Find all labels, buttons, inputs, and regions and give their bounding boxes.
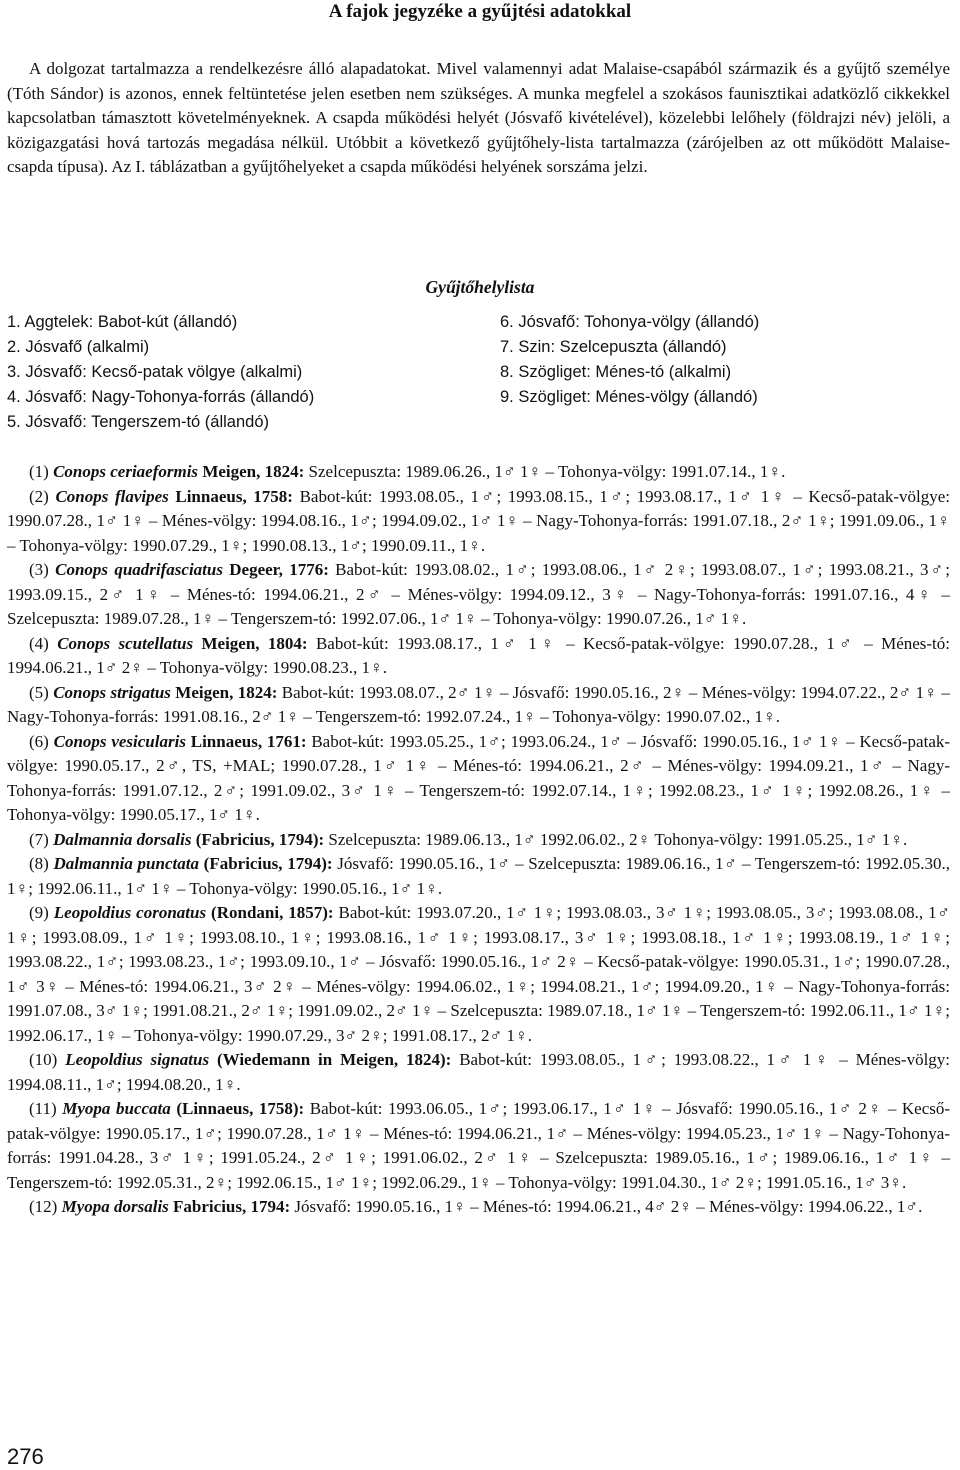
page-number: 276 bbox=[7, 1444, 44, 1469]
species-author: Meigen, 1804: bbox=[201, 633, 308, 653]
species-entry: (3) Conops quadrifasciatus Degeer, 1776: Babot-kút: 1993.08.02., 1♂; 1993.08.06., 1♂ 2♀; 1993.08.07., 1♂; 1993.08.21., 3♂; 1993.09.15., 2♂ 1♀ – Ménes-tó: 1994.06.21., 2♂ – Ménes-völgy: 1994.09.12., 3♀ – Nagy-Tohonya-forrás: 1991.07.16., 4♀ – Szelcepuszta: 1989.07.28., 1♀ – Tengerszem-tó: 1992.07.06., 1♂ 1♀ – Tohonya-völgy: 1990.07.26., 1♂ 1♀. bbox=[7, 560, 951, 628]
species-author: (Rondani, 1857): bbox=[211, 903, 334, 922]
species-records: Babot-kút: 1993.07.20., 1♂ 1♀; 1993.08.03., 3♂ 1♀; 1993.08.05., 3♂; 1993.08.08., 1♂ 1♀; 1993.08.09., 1♂ 1♀; 1993.08.10., 1♀; 1993.08.16., 1♂ 1♀; 1993.08.17., 3♂ 1♀; 1993.08.18., 1♂ 1♀; 1993.08.19., 1♂ 1♀; 1993.08.22., 1♂; 1993.08.23., 1♂; 1993.09.10., 1♂ – Jósvafő: 1990.05.16., 1♂ 2♀ – Kecső-patak-völgye: 1990.05.31., 1♂; 1990.07.28., 1♂ 3♀ – Ménes-tó: 1994.06.21., 3♂ 2♀ – Ménes-völgy: 1994.06.02., 1♀; 1994.08.21., 1♂; 1994.09.20., 1♀ – Nagy-Tohonya-forrás: 1991.07.08., 3♂ 1♀; 1991.08.21., 2♂ 1♀; 1991.09.02., 2♂ 1♀ – Szelcepuszta: 1989.07.18., 1♂ 1♀ – Tengerszem-tó: 1992.06.11., 1♂ 1♀; 1992.06.17., 1♀ – Tohonya-völgy: 1990.07.29., 3♂ 2♀; 1991.08.17., 2♂ 1♀. bbox=[7, 903, 951, 1045]
sites-heading: Gyűjtőhelylista bbox=[425, 277, 535, 297]
species-name: Conops vesicularis bbox=[53, 731, 186, 751]
species-entry: (1) Conops ceriaeformis Meigen, 1824: Szelcepuszta: 1989.06.26., 1♂ 1♀ – Tohonya-völgy: 1991.07.14., 1♀. bbox=[29, 462, 786, 481]
species-author: (Fabricius, 1794): bbox=[195, 829, 325, 849]
species-entry: (8) Dalmannia punctata (Fabricius, 1794): Jósvafő: 1990.05.16., 1♂ – Szelcepuszta: 1989.06.16., 1♂ – Tengerszem-tó: 1992.05.30., 1♀; 1992.06.11., 1♂ 1♀ – Tohonya-völgy: 1990.05.16., 1♂ 1♀. bbox=[7, 854, 950, 898]
site-item: 7. Szin: Szelcepuszta (állandó) bbox=[500, 338, 727, 356]
species-name: Myopa dorsalis bbox=[61, 1197, 169, 1216]
species-author: Linnaeus, 1761: bbox=[190, 731, 307, 751]
site-item: 6. Jósvafő: Tohonya-völgy (állandó) bbox=[500, 313, 760, 331]
species-records: Szelcepuszta: 1989.06.13., 1♂ 1992.06.02., 2♀ Tohonya-völgy: 1991.05.25., 1♂ 1♀. bbox=[328, 829, 908, 849]
species-entry: (4) Conops scutellatus Meigen, 1804: Babot-kút: 1993.08.17., 1♂ 1♀ – Kecső-patak-völgye: 1990.07.28., 1♂ – Ménes-tó: 1994.06.21., 1♂ 2♀ – Tohonya-völgy: 1990.08.23., 1♀. bbox=[7, 633, 951, 677]
species-records: Szelcepuszta: 1989.06.26., 1♂ 1♀ – Tohonya-völgy: 1991.07.14., 1♀. bbox=[308, 462, 786, 481]
species-author: Meigen, 1824: bbox=[202, 462, 305, 481]
species-entry: (10) Leopoldius signatus (Wiedemann in Meigen, 1824): Babot-kút: 1993.08.05., 1♂; 1993.08.22., 1♂ 1♀ – Ménes-völgy: 1994.08.11., 1♂; 1994.08.20., 1♀. bbox=[7, 1050, 951, 1094]
species-records: Babot-kút: 1993.08.05., 1♂; 1993.08.22., 1♂ 1♀ – Ménes-völgy: 1994.08.11., 1♂; 1994.08.20., 1♀. bbox=[7, 1050, 951, 1094]
species-list bbox=[7, 460, 950, 1220]
page-title: A fajok jegyzéke a gyűjtési adatokkal bbox=[328, 1, 632, 22]
species-records: Jósvafő: 1990.05.16., 1♀ – Ménes-tó: 1994.06.21., 4♂ 2♀ – Ménes-völgy: 1994.06.22., 1♂. bbox=[294, 1197, 923, 1216]
species-author: (Linnaeus, 1758): bbox=[176, 1099, 305, 1118]
species-name: Conops flavipes bbox=[55, 486, 169, 506]
species-records: Babot-kút: 1993.08.07., 2♂ 1♀ – Jósvafő: 1990.05.16., 2♀ – Ménes-völgy: 1994.07.22., 2♂ 1♀ – Nagy-Tohonya-forrás: 1991.08.16., 2♂ 1♀ – Tengerszem-tó: 1992.07.24., 1♀ – Tohonya-völgy: 1990.07.02., 1♀. bbox=[7, 682, 951, 726]
site-item: 1. Aggtelek: Babot-kút (állandó) bbox=[7, 313, 238, 331]
species-entry: (6) Conops vesicularis Linnaeus, 1761: Babot-kút: 1993.05.25., 1♂; 1993.06.24., 1♂ – Jósvafő: 1990.05.16., 1♂ 1♀ – Kecső-patak-völgye: 1990.05.17., 2♂, TS, +MAL; 1990.07.28., 1♂ 1♀ – Ménes-tó: 1994.06.21., 2♂ – Ménes-völgy: 1994.09.21., 1♂ – Nagy-Tohonya-forrás: 1991.07.12., 2♂; 1991.09.02., 3♂ 1♀ – Tengerszem-tó: 1992.07.14., 1♀; 1992.08.23., 1♂ 1♀; 1992.08.26., 1♀ – Tohonya-völgy: 1990.05.17., 1♂ 1♀. bbox=[7, 731, 951, 824]
species-name: Dalmannia dorsalis bbox=[53, 829, 192, 849]
species-name: Leopoldius coronatus bbox=[53, 903, 207, 922]
site-item: 3. Jósvafő: Kecső-patak völgye (alkalmi) bbox=[7, 363, 303, 381]
species-name: Leopoldius signatus bbox=[65, 1050, 210, 1069]
species-author: Fabricius, 1794: bbox=[173, 1197, 291, 1216]
species-entry: (9) Leopoldius coronatus (Rondani, 1857): Babot-kút: 1993.07.20., 1♂ 1♀; 1993.08.03., 3♂ 1♀; 1993.08.05., 3♂; 1993.08.08., 1♂ 1♀; 1993.08.09., 1♂ 1♀; 1993.08.10., 1♀; 1993.08.16., 1♂ 1♀; 1993.08.17., 3♂ 1♀; 1993.08.18., 1♂ 1♀; 1993.08.19., 1♂ 1♀; 1993.08.22., 1♂; 1993.08.23., 1♂; 1993.09.10., 1♂ – Jósvafő: 1990.05.16., 1♂ 2♀ – Kecső-patak-völgye: 1990.05.31., 1♂; 1990.07.28., 1♂ 3♀ – Ménes-tó: 1994.06.21., 3♂ 2♀ – Ménes-völgy: 1994.06.02., 1♀; 1994.08.21., 1♂; 1994.09.20., 1♀ – Nagy-Tohonya-forrás: 1991.07.08., 3♂ 1♀; 1991.08.21., 2♂ 1♀; 1991.09.02., 2♂ 1♀ – Szelcepuszta: 1989.07.18., 1♂ 1♀ – Tengerszem-tó: 1992.06.11., 1♂ 1♀; 1992.06.17., 1♀ – Tohonya-völgy: 1990.07.29., 3♂ 2♀; 1991.08.17., 2♂ 1♀. bbox=[7, 903, 951, 1045]
species-records: Babot-kút: 1993.08.05., 1♂; 1993.08.15., 1♂; 1993.08.17., 1♂ 1♀ – Kecső-patak-völgye: 1990.07.28., 1♂ 1♀ – Ménes-völgy: 1994.08.16., 1♂; 1994.09.02., 1♂ 1♀ – Nagy-Tohonya-forrás: 1991.07.18., 2♂ 1♀; 1991.09.06., 1♀ – Tohonya-völgy: 1990.07.29., 1♀; 1990.08.13., 1♂; 1990.09.11., 1♀. bbox=[7, 486, 951, 555]
species-entry: (5) Conops strigatus Meigen, 1824: Babot-kút: 1993.08.07., 2♂ 1♀ – Jósvafő: 1990.05.16., 2♀ – Ménes-völgy: 1994.07.22., 2♂ 1♀ – Nagy-Tohonya-forrás: 1991.08.16., 2♂ 1♀ – Tengerszem-tó: 1992.07.24., 1♀ – Tohonya-völgy: 1990.07.02., 1♀. bbox=[7, 682, 951, 726]
species-entry: (7) Dalmannia dorsalis (Fabricius, 1794): Szelcepuszta: 1989.06.13., 1♂ 1992.06.02., 2♀ Tohonya-völgy: 1991.05.25., 1♂ 1♀. bbox=[29, 829, 908, 849]
species-name: Conops strigatus bbox=[53, 682, 171, 702]
species-records: Babot-kút: 1993.08.02., 1♂; 1993.08.06., 1♂ 2♀; 1993.08.07., 1♂; 1993.08.21., 3♂; 1993.09.15., 2♂ 1♀ – Ménes-tó: 1994.06.21., 2♂ – Ménes-völgy: 1994.09.12., 3♀ – Nagy-Tohonya-forrás: 1991.07.16., 4♀ – Szelcepuszta: 1989.07.28., 1♀ – Tengerszem-tó: 1992.07.06., 1♂ 1♀ – Tohonya-völgy: 1990.07.26., 1♂ 1♀. bbox=[7, 560, 951, 628]
species-records: Jósvafő: 1990.05.16., 1♂ – Szelcepuszta: 1989.06.16., 1♂ – Tengerszem-tó: 1992.05.30., 1♀; 1992.06.11., 1♂ 1♀ – Tohonya-völgy: 1990.05.16., 1♂ 1♀. bbox=[7, 854, 950, 898]
species-author: Degeer, 1776: bbox=[229, 560, 329, 579]
species-name: Conops quadrifasciatus bbox=[55, 560, 223, 579]
species-author: (Wiedemann in Meigen, 1824): bbox=[216, 1050, 452, 1069]
site-item: 4. Jósvafő: Nagy-Tohonya-forrás (állandó) bbox=[7, 388, 315, 406]
site-item: 8. Szögliget: Ménes-tó (alkalmi) bbox=[500, 363, 732, 381]
species-entry: (12) Myopa dorsalis Fabricius, 1794: Jósvafő: 1990.05.16., 1♀ – Ménes-tó: 1994.06.21., 4♂ 2♀ – Ménes-völgy: 1994.06.22., 1♂. bbox=[29, 1197, 923, 1216]
species-name: Myopa buccata bbox=[62, 1099, 171, 1118]
species-records: Babot-kút: 1993.05.25., 1♂; 1993.06.24., 1♂ – Jósvafő: 1990.05.16., 1♂ 1♀ – Kecső-patak-völgye: 1990.05.17., 2♂, TS, +MAL; 1990.07.28., 1♂ 1♀ – Ménes-tó: 1994.06.21., 2♂ – Ménes-völgy: 1994.09.21., 1♂ – Nagy-Tohonya-forrás: 1991.07.12., 2♂; 1991.09.02., 3♂ 1♀ – Tengerszem-tó: 1992.07.14., 1♀; 1992.08.23., 1♂ 1♀; 1992.08.26., 1♀ – Tohonya-völgy: 1990.05.17., 1♂ 1♀. bbox=[7, 731, 951, 824]
species-records: Babot-kút: 1993.08.17., 1♂ 1♀ – Kecső-patak-völgye: 1990.07.28., 1♂ – Ménes-tó: 1994.06.21., 1♂ 2♀ – Tohonya-völgy: 1990.08.23., 1♀. bbox=[7, 633, 951, 677]
intro-paragraph: A dolgozat tartalmazza a rendelkezésre álló alapadatokat. Mivel valamennyi adat Malaise-csapából származik és a gyűjtő személye (Tóth Sándor) is azonos, ennek feltüntetése jelen esetben nem szükséges. A munka megfelel a szokásos faunisztikai adatközlő cikkekkel kapcsolatban támasztott követelményeknek. A csapda működési helyét (Jósvafő kivételével), közelebbi lelőhely (földrajzi név) jelöli, a közigazgatási hová tartozás megadása nélkül. Utóbbit a következő gyűjtőhely-lista tartalmazza (zárójelben az ott működött Malaise-csapda típusa). Az I. táblázatban a gyűjtőhelyeket a csapda működési helyének sorszáma jelzi. bbox=[7, 59, 950, 176]
site-item: 5. Jósvafő: Tengerszem-tó (állandó) bbox=[7, 413, 269, 431]
species-author: Linnaeus, 1758: bbox=[175, 486, 293, 506]
species-author: Meigen, 1824: bbox=[175, 682, 278, 702]
intro-section bbox=[7, 57, 950, 180]
species-records: Babot-kút: 1993.06.05., 1♂; 1993.06.17., 1♂ 1♀ – Jósvafő: 1990.05.16., 1♂ 2♀ – Kecső-patak-völgye: 1990.05.17., 1♂; 1990.07.28., 1♂ 1♀ – Ménes-tó: 1994.06.21., 1♂ – Ménes-völgy: 1994.05.23., 1♂ 1♀ – Nagy-Tohonya-forrás: 1991.04.28., 3♂ 1♀; 1991.05.24., 2♂ 1♀; 1991.06.02., 2♂ 1♀ – Szelcepuszta: 1989.05.16., 1♂; 1989.06.16., 1♂ 1♀ – Tengerszem-tó: 1992.05.31., 2♀; 1992.06.15., 1♂ 1♀; 1992.06.29., 1♀ – Tohonya-völgy: 1991.04.30., 1♂ 2♀; 1991.05.16., 1♂ 3♀. bbox=[7, 1099, 951, 1192]
species-name: Dalmannia punctata bbox=[53, 854, 199, 873]
species-name: Conops ceriaeformis bbox=[53, 462, 199, 481]
species-name: Conops scutellatus bbox=[57, 633, 194, 653]
site-item: 2. Jósvafő (alkalmi) bbox=[7, 338, 150, 356]
species-entry: (11) Myopa buccata (Linnaeus, 1758): Babot-kút: 1993.06.05., 1♂; 1993.06.17., 1♂ 1♀ – Jósvafő: 1990.05.16., 1♂ 2♀ – Kecső-patak-völgye: 1990.05.17., 1♂; 1990.07.28., 1♂ 1♀ – Ménes-tó: 1994.06.21., 1♂ – Ménes-völgy: 1994.05.23., 1♂ 1♀ – Nagy-Tohonya-forrás: 1991.04.28., 3♂ 1♀; 1991.05.24., 2♂ 1♀; 1991.06.02., 2♂ 1♀ – Szelcepuszta: 1989.05.16., 1♂; 1989.06.16., 1♂ 1♀ – Tengerszem-tó: 1992.05.31., 2♀; 1992.06.15., 1♂ 1♀; 1992.06.29., 1♀ – Tohonya-völgy: 1991.04.30., 1♂ 2♀; 1991.05.16., 1♂ 3♀. bbox=[7, 1099, 951, 1192]
species-entry: (2) Conops flavipes Linnaeus, 1758: Babot-kút: 1993.08.05., 1♂; 1993.08.15., 1♂; 1993.08.17., 1♂ 1♀ – Kecső-patak-völgye: 1990.07.28., 1♂ 1♀ – Ménes-völgy: 1994.08.16., 1♂; 1994.09.02., 1♂ 1♀ – Nagy-Tohonya-forrás: 1991.07.18., 2♂ 1♀; 1991.09.06., 1♀ – Tohonya-völgy: 1990.07.29., 1♀; 1990.08.13., 1♂; 1990.09.11., 1♀. bbox=[7, 486, 951, 555]
site-item: 9. Szögliget: Ménes-völgy (állandó) bbox=[500, 388, 758, 406]
species-author: (Fabricius, 1794): bbox=[203, 854, 333, 873]
